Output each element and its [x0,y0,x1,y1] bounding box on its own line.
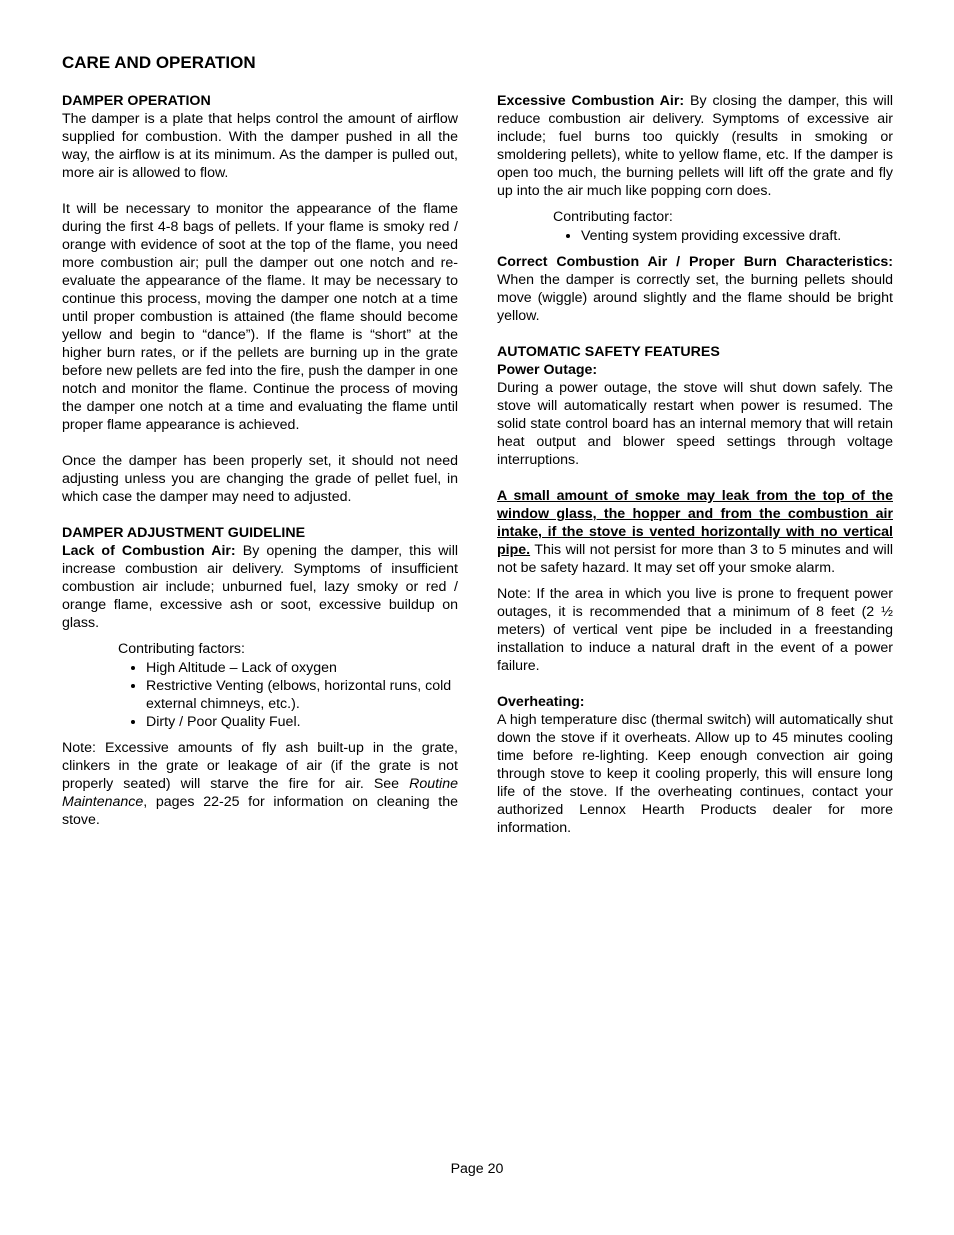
list-item: • Dirty / Poor Quality Fuel. [146,713,458,731]
correct-air-paragraph [497,253,893,325]
contributing-factors-label: Contributing factors: [118,641,245,657]
note-text-b: , pages 22-25 for information on cleaning the stove. [62,794,458,828]
routine-maintenance-reference: Routine Maintenance [62,776,458,810]
correct-air-label: Correct Combustion Air / Proper Burn Characteristics: [497,254,893,270]
overheating-text: A high temperature disc (thermal switch) will automatically shut down the stove if it overheats. Allow up to 45 minutes cooling time before re-lighting. Keep enough convection air going through stove to keep it cooling properly, this will ensure long life of the stove. If the overheating continues, contact your authorized Lennox Hearth Products dealer for more information. [497,712,893,836]
guideline-heading: DAMPER ADJUSTMENT GUIDELINE [62,525,306,541]
list-item: • Restrictive Venting (elbows, horizontal runs, cold external chimneys, etc.). [146,677,458,713]
damper-operation-paragraph-2: It will be necessary to monitor the appearance of the flame during the first 4-8 bags of pellets. If your flame is smoky red / orange with evidence of soot at the top of the flame, you need more combustion air; pull the damper out one notch and re-evaluate the appearance of the flame. It may be necessary to continue this process, moving the damper one notch at a time until proper combustion is attained (the flame should become yellow and begin to “dance”). If the flame is “short” at the higher burn rates, or if the pellets are burning up in the grate before new pellets are fed into the fire, push the damper in one notch and monitor the flame. Continue the process of moving the damper one notch at a time and evaluating the flame until proper flame appearance is achieved. [62,201,458,433]
list-item: • High Altitude – Lack of oxygen [146,659,458,677]
excessive-air-label: Excessive Combustion Air: [497,93,685,109]
smoke-warning-text: This will not persist for more than 3 to 5 minutes and will not be safety hazard. It may set off your smoke alarm. [497,542,893,576]
power-outage-text: During a power outage, the stove will shut down safely. The stove will automatically restart when power is resumed. The solid state control board has an internal memory that will retain heat output and blower speed settings through voltage interruptions. [497,380,893,468]
correct-air-text: When the damper is correctly set, the burning pellets should move (wiggle) around slightly and the flame should be bright yellow. [497,272,893,324]
power-outage-heading: Power Outage: [497,362,598,378]
contributing-factor-label: Contributing factor: [553,209,673,225]
smoke-warning-paragraph [497,487,893,577]
list-item: • Venting system providing excessive draft. [581,227,893,245]
note-text-a: Note: Excessive amounts of fly ash built-up in the grate, clinkers in the grate or leakage of air (if the grate is not properly seated) will starve the fire for air. See [62,740,458,792]
power-outage-note: Note: If the area in which you live is prone to frequent power outages, it is recommended that a minimum of 8 feet (2 ½ meters) of vertical vent pipe be included in a freestanding installation to induce a natural draft in the event of a power failure. [497,586,893,674]
excessive-air-paragraph [497,92,893,200]
smoke-warning: A small amount of smoke may leak from the top of the window glass, the hopper and from the combustion air intake, if the stove is vented horizontally with no vertical pipe. [497,488,893,558]
contributing-factors-list [62,659,458,731]
lack-of-air-text: By opening the damper, this will increase combustion air delivery. Symptoms of insufficient combustion air include; unburned fuel, lazy smoky or red / orange flame, excessive ash or soot, excessive buildup on glass. [62,543,458,631]
page-title: CARE AND OPERATION [62,53,256,72]
excessive-air-text: By closing the damper, this will reduce combustion air delivery. Symptoms of excessive air include; fuel burns too quickly (results in smoking or smoldering pellets), white to yellow flame, etc. If the damper is open too much, the burning pellets will lift off the grate and fly up into the air much like popping corn does. [497,93,893,199]
right-column [497,92,893,837]
fly-ash-note [62,739,458,829]
overheating-heading: Overheating: [497,694,585,710]
damper-operation-heading: DAMPER OPERATION [62,93,211,109]
left-column [62,92,458,829]
page-number: Page 20 [450,1161,504,1177]
lack-of-air-paragraph [62,542,458,632]
damper-operation-paragraph-3: Once the damper has been properly set, it should not need adjusting unless you are changing the grade of pellet fuel, in which case the damper may need to adjusted. [62,453,458,505]
safety-features-heading: AUTOMATIC SAFETY FEATURES [497,344,720,360]
lack-of-air-label: Lack of Combustion Air: [62,543,236,559]
damper-operation-paragraph-1: The damper is a plate that helps control the amount of airflow supplied for combustion. With the damper pushed in all the way, the airflow is at its minimum. As the damper is pulled out, more air is allowed to flow. [62,111,458,181]
contributing-factor-list [497,227,893,245]
